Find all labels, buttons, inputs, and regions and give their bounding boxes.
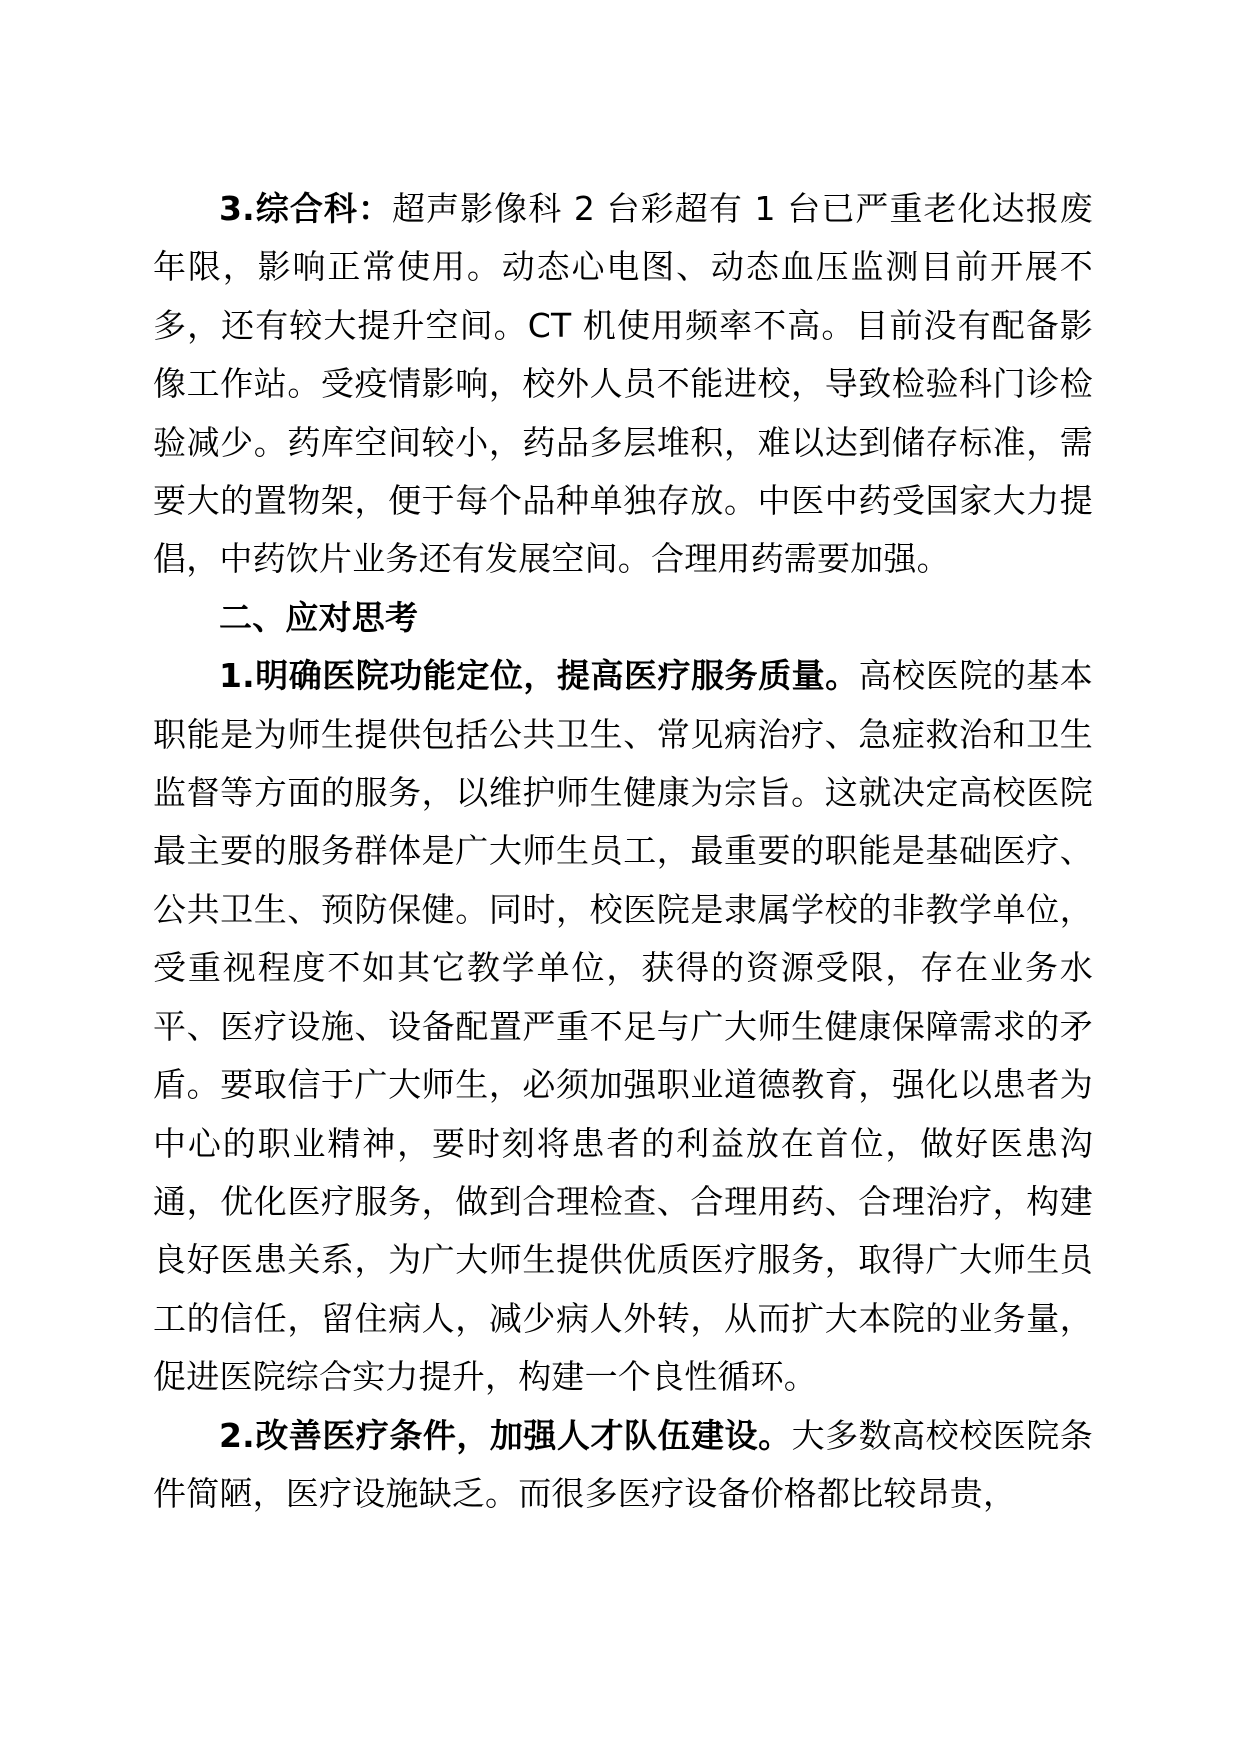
paragraph-lead: 3.综合科： <box>219 189 393 228</box>
paragraph-integrated-department <box>153 180 1093 589</box>
section-heading: 二、应对思考 <box>219 597 419 637</box>
document-body <box>153 180 1093 1523</box>
paragraph-text: 高校医院的基本职能是为师生提供包括公共卫生、常见病治疗、急症救治和卫生监督等方面的服务，以维护师生健康为宗旨。这就决定高校医院最主要的服务群体是广大师生员工，最重要的职能是基础医疗、公共卫生、预防保健。同时，校医院是隶属学校的非教学单位，受重视程度不如其它教学单位，获得的资源受限，存在业务水平、医疗设施、设备配置严重不足与广大师生健康保障需求的矛盾。要取信于广大师生，必须加强职业道德教育，强化以患者为中心的职业精神，要时刻将患者的利益放在首位，做好医患沟通，优化医疗服务，做到合理检查、合理用药、合理治疗，构建良好医患关系，为广大师生提供优质医疗服务，取得广大师生员工的信任，留住病人，减少病人外转，从而扩大本院的业务量，促进医院综合实力提升，构建一个良性循环。 <box>153 656 1093 1397</box>
paragraph-lead: 1.明确医院功能定位，提高医疗服务质量。 <box>219 656 859 696</box>
paragraph-text: 大多数高校校医院条件简陋，医疗设施缺乏。而很多医疗设备价格都比较昂贵， <box>153 1415 1093 1513</box>
paragraph-hospital-positioning <box>153 647 1093 1406</box>
paragraph-lead: 2.改善医疗条件，加强人才队伍建设。 <box>219 1415 792 1455</box>
paragraph-medical-conditions <box>153 1407 1093 1524</box>
paragraph-text: 超声影像科 2 台彩超有 1 台已严重老化达报废年限，影响正常使用。动态心电图、动态血压监测目前开展不多，还有较大提升空间。CT 机使用频率不高。目前没有配备影像工作站。受疫情影响，校外人员不能进校，导致检验科门诊检验减少。药库空间较小，药品多层堆积，难以达到储存标准，需要大的置物架，便于每个品种单独存放。中医中药受国家大力提倡，中药饮片业务还有发展空间。合理用药需要加强。 <box>153 189 1093 579</box>
